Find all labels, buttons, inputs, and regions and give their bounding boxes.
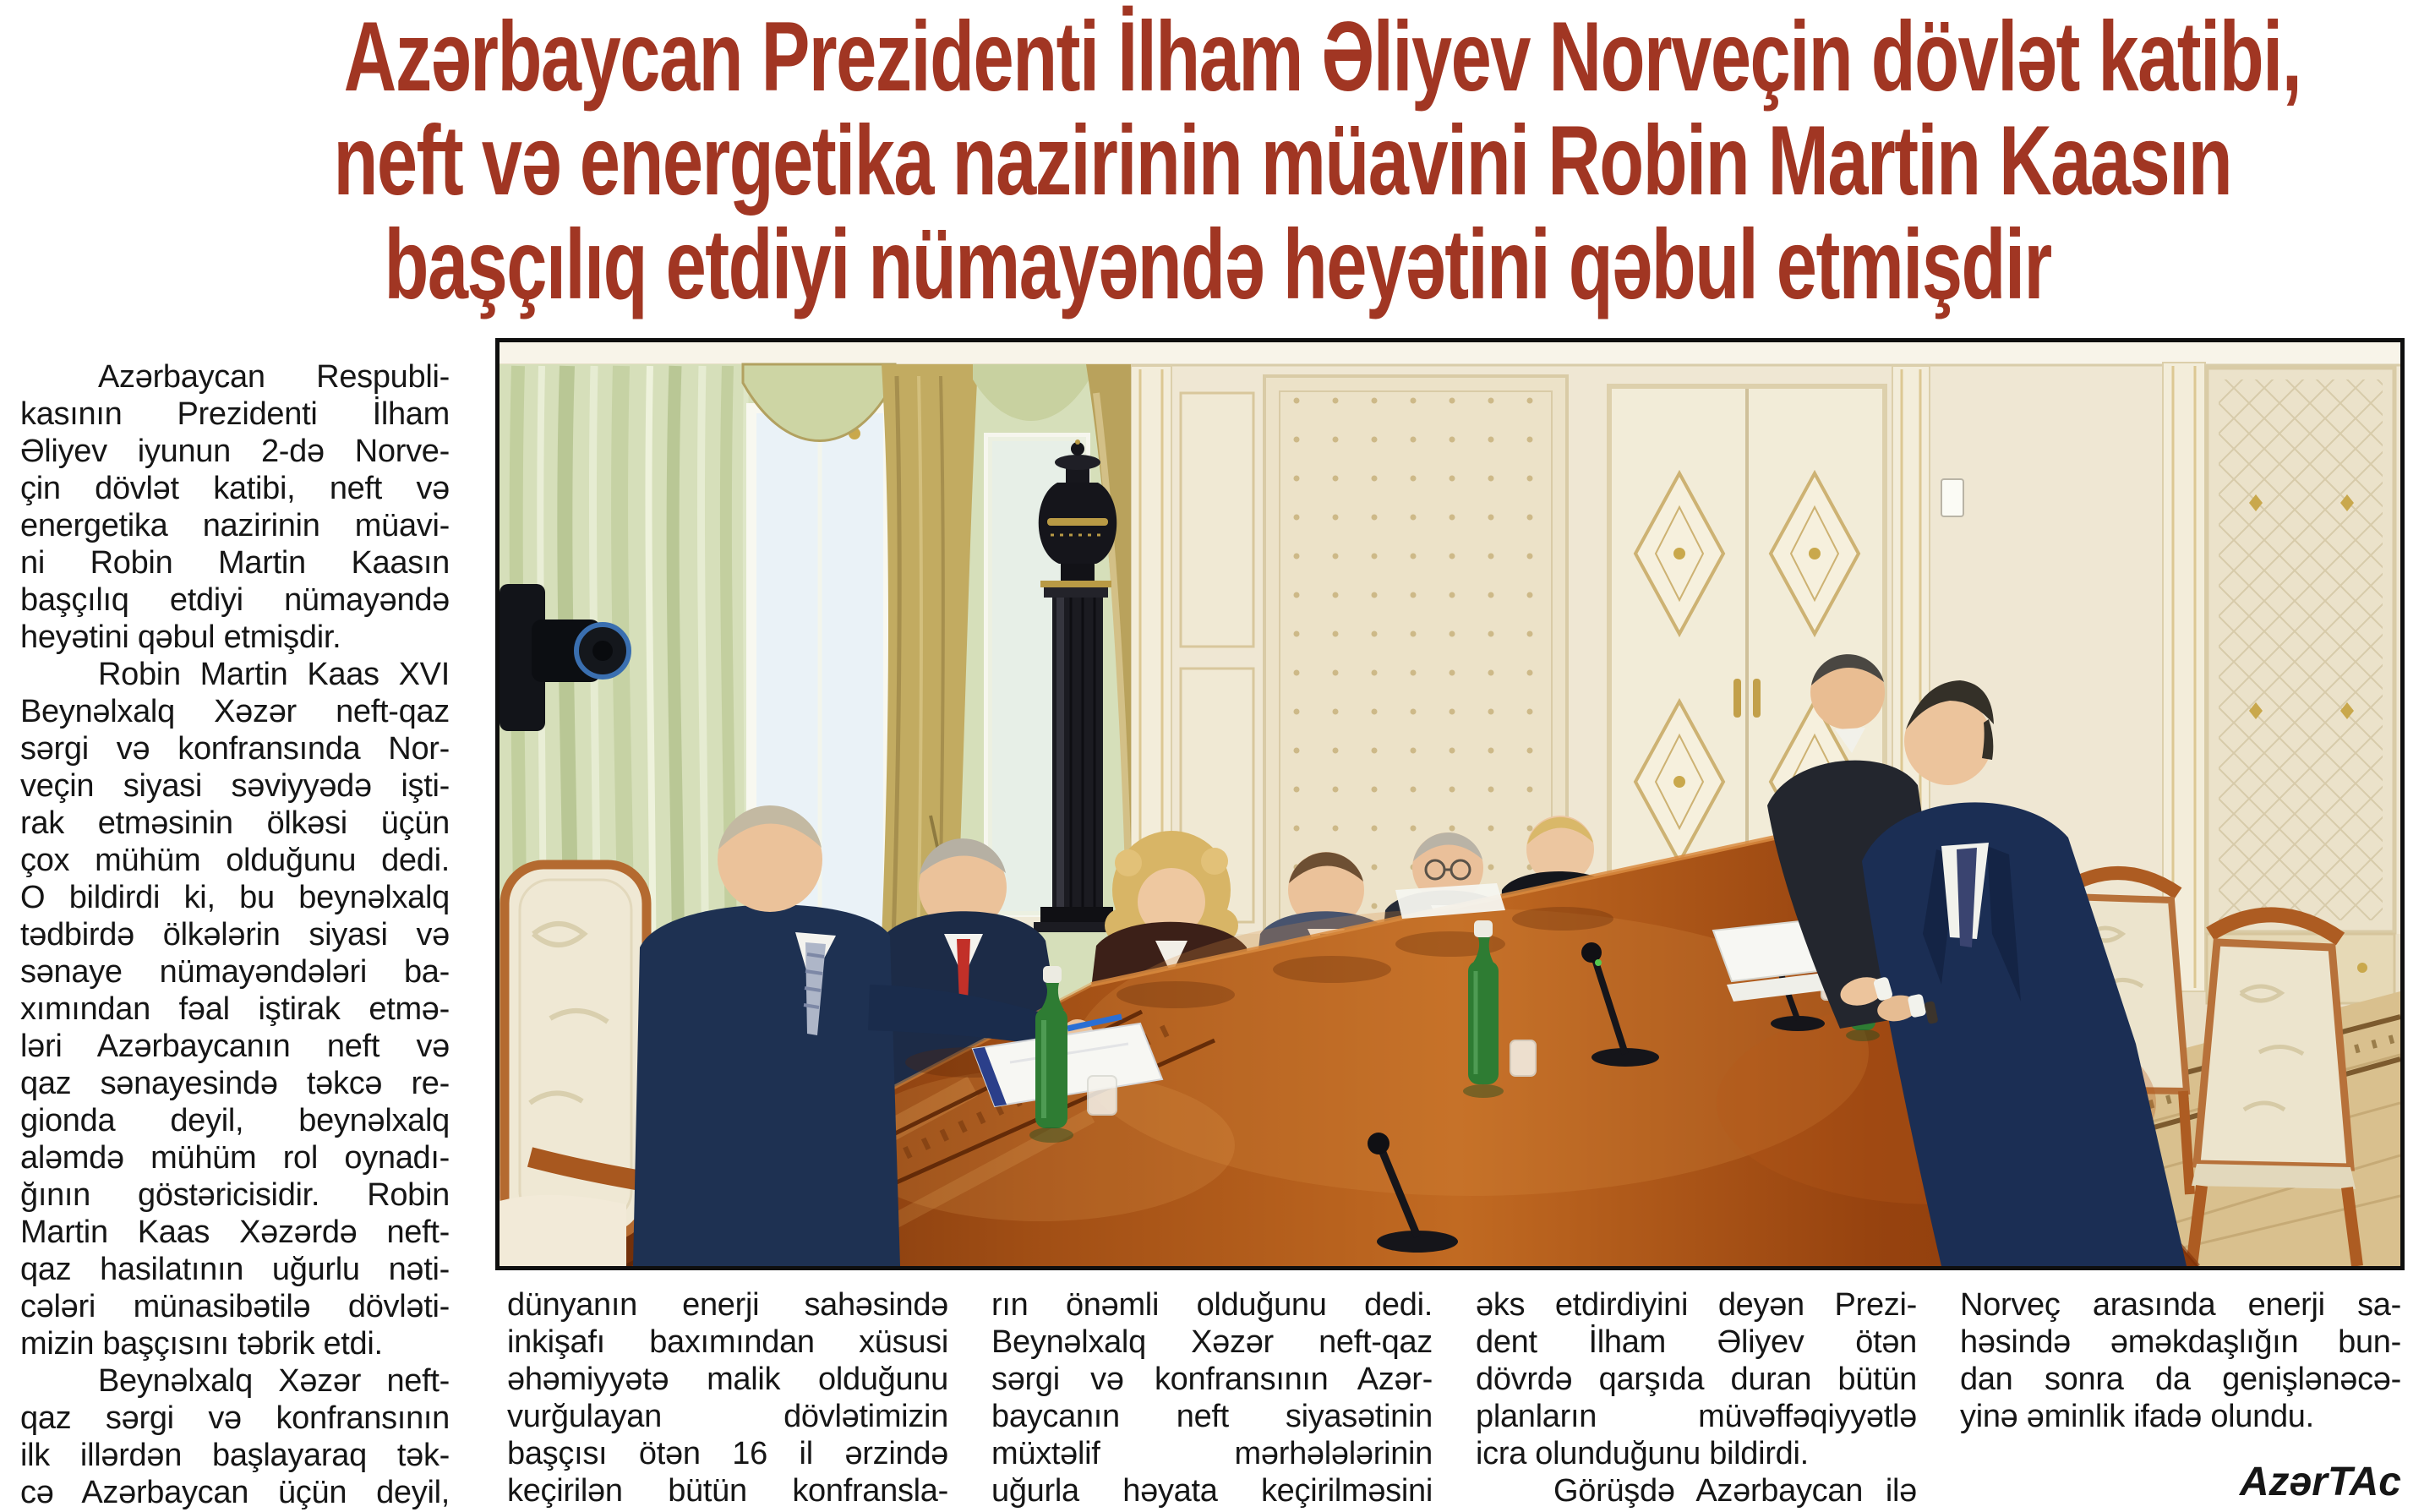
- text-line: Beynəlxalq Xəzər neft-qaz: [20, 694, 450, 729]
- text-line: müxtəlif mərhələlərinin: [991, 1436, 1433, 1471]
- text-line: qaz hasilatının uğurlu nəti-: [20, 1252, 450, 1287]
- headline-line-1: Azərbaycan Prezidenti İlham Əliyev Norveçin dövlət katibi,: [343, 1, 2301, 112]
- cornice: [500, 342, 2400, 364]
- text-line: baycanın neft siyasətinin: [991, 1399, 1433, 1434]
- text-line: dünyanın enerji sahəsində: [507, 1287, 948, 1323]
- article-headline: [0, 1, 2435, 319]
- text-line: kasının Prezidenti İlham: [20, 396, 450, 432]
- text-line: Beynəlxalq Xəzər neft-: [98, 1363, 450, 1399]
- text-line: ləri Azərbaycanın neft və: [20, 1029, 450, 1064]
- headline-line-2: neft və energetika nazirinin müavini Robin Martin Kaasın: [333, 105, 2232, 216]
- thermostat: [1941, 479, 1963, 516]
- text-line: xımından fəal iştirak etmə-: [20, 991, 450, 1027]
- text-line: Əliyev iyunun 2-də Norve-: [20, 434, 450, 469]
- text-line: başçısı ötən 16 il ərzində: [507, 1436, 948, 1471]
- text-line: keçirilən bütün konfransla-: [507, 1473, 948, 1509]
- text-line: rak etməsinin ölkəsi üçün: [20, 805, 450, 841]
- text-line: çin dövlət katibi, neft və: [20, 471, 450, 506]
- text-line: ilk illərdən başlayaraq tək-: [20, 1438, 450, 1473]
- text-line: dent İlham Əliyev ötən: [1476, 1324, 1917, 1360]
- text-line: rın önəmli olduğunu dedi.: [991, 1287, 1433, 1323]
- text-line: Robin Martin Kaas XVI: [98, 657, 450, 692]
- text-line: sərgi və konfransında Nor-: [20, 731, 450, 767]
- bottom-column-4: [1960, 1286, 2401, 1435]
- text-line: ğının göstəricisidir. Robin: [20, 1177, 450, 1213]
- text-line: uğurla həyata keçirilməsini: [991, 1473, 1433, 1509]
- text-line: qaz sənayesində təkcə re-: [20, 1066, 450, 1101]
- text-line: gionda deyil, beynəlxalq: [20, 1103, 450, 1138]
- text-line: dövrdə qarşıda duran bütün: [1476, 1362, 1917, 1397]
- text-line: dan sonra da genişlənəcə-: [1960, 1362, 2401, 1397]
- text-line: həsində əməkdaşlığın bun-: [1960, 1324, 2401, 1360]
- text-line: heyətini qəbul etmişdir.: [20, 620, 341, 655]
- text-line: energetika nazirinin müavi-: [20, 508, 450, 543]
- text-line: Beynəlxalq Xəzər neft-qaz: [991, 1324, 1433, 1360]
- text-line: ni Robin Martin Kaasın: [20, 545, 450, 581]
- headline-line-3: başçılıq etdiyi nümayəndə heyətini qəbul etmişdir: [384, 209, 2051, 319]
- text-line: cə Azərbaycan üçün deyil,: [20, 1475, 450, 1510]
- bottom-column-1: [507, 1286, 948, 1509]
- text-line: əhəmiyyətə malik olduğunu: [507, 1362, 948, 1397]
- text-line: tədbirdə ölkələrin siyasi və: [20, 917, 450, 953]
- left-text-column: [20, 358, 450, 1511]
- bottom-column-3: [1476, 1286, 1917, 1509]
- agency-signature: AzərTAc: [2239, 1460, 2401, 1504]
- meeting-photo: [495, 338, 2405, 1270]
- text-line: sərgi və konfransının Azər-: [991, 1362, 1433, 1397]
- text-line: Norveç arasında enerji sa-: [1960, 1287, 2401, 1323]
- meeting-photo-illustration: [500, 342, 2400, 1266]
- text-line: Martin Kaas Xəzərdə neft-: [20, 1215, 450, 1250]
- text-line: əks etdirdiyini deyən Prezi-: [1476, 1287, 1917, 1323]
- text-line: vurğulayan dövlətimizin: [507, 1399, 948, 1434]
- text-line: çox mühüm olduğunu dedi.: [20, 843, 450, 878]
- text-line: mizin başçısını təbrik etdi.: [20, 1326, 383, 1362]
- text-line: inkişafı baxımından xüsusi: [507, 1324, 948, 1360]
- text-line: veçin siyasi səviyyədə işti-: [20, 768, 450, 804]
- text-line: planların müvəffəqiyyətlə: [1476, 1399, 1917, 1434]
- text-line: Görüşdə Azərbaycan ilə: [1553, 1473, 1917, 1509]
- text-line: O bildirdi ki, bu beynəlxalq: [20, 880, 450, 915]
- text-line: aləmdə mühüm rol oynadı-: [20, 1140, 450, 1176]
- text-line: sənaye nümayəndələri ba-: [20, 954, 450, 990]
- text-line: yinə əminlik ifadə olundu.: [1960, 1399, 2314, 1434]
- text-line: icra olunduğunu bildirdi.: [1476, 1436, 1809, 1471]
- text-line: cələri münasibətilə dövləti-: [20, 1289, 450, 1324]
- bottom-column-2: [991, 1286, 1433, 1509]
- text-line: Azərbaycan Respubli-: [98, 359, 450, 395]
- text-line: qaz sərgi və konfransının: [20, 1400, 450, 1436]
- text-line: başçılıq etdiyi nümayəndə: [20, 582, 450, 618]
